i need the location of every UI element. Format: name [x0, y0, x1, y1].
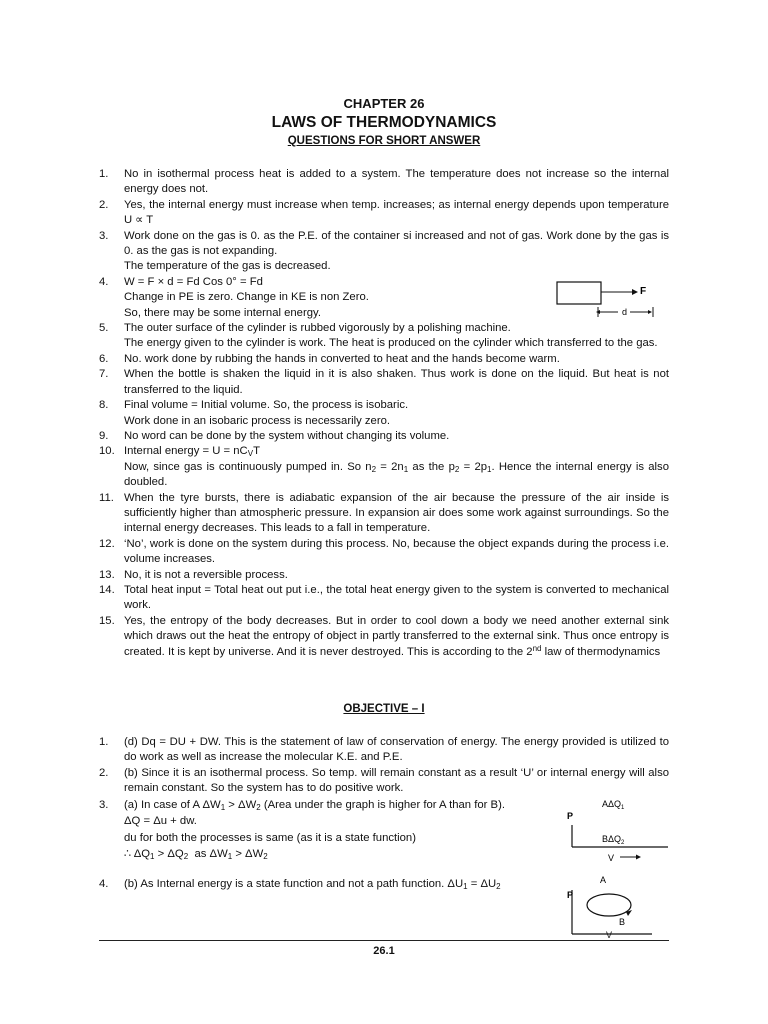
item-text: No, it is not a reversible process.	[124, 568, 288, 581]
pv-graph-q4	[562, 870, 672, 940]
item-number: 1.	[99, 736, 109, 748]
item-number: 12.	[99, 537, 115, 550]
item-text: (b) As Internal energy is a state function and not a path function. $\Delta U_1 = \Delta U_2$	[124, 877, 501, 891]
item-number: 2.	[99, 766, 109, 779]
item-text: Change in PE is zero. Change in KE is non Zero.	[124, 291, 369, 304]
item-number: 14.	[99, 583, 115, 596]
short-answer-list	[99, 167, 669, 660]
cycle-loop	[587, 894, 631, 916]
item-text: Work done on the gas is 0. as the P.E. of the container si increased and not of gas. Work done by the gas is 0. as the gas is not expanding.	[124, 229, 669, 258]
item-number: 8.	[99, 399, 109, 412]
item-number: 9.	[99, 429, 109, 442]
list-item	[99, 583, 669, 614]
item-number: 3.	[99, 229, 109, 242]
chapter-number: CHAPTER 26	[343, 96, 425, 111]
list-item	[99, 444, 669, 490]
item-text: Yes, the internal energy must increase when temp. increases; as internal energy depends upon temperature U ∝ T	[124, 198, 669, 227]
list-item	[99, 398, 669, 429]
item-number: 13.	[99, 568, 115, 581]
list-item	[99, 229, 669, 275]
item-text: Total heat input = Total heat out put i.e., the total heat energy given to the system is converted to mechanical work.	[124, 583, 669, 612]
item-text: Internal energy = $U = nC_VT$	[124, 445, 260, 459]
x-axis-label: V	[608, 853, 615, 863]
footer-rule	[99, 940, 669, 941]
graph-label-b: B	[619, 917, 626, 927]
item-number: 4.	[99, 275, 109, 288]
item-text: So, there may be some internal energy.	[124, 306, 321, 319]
item-text: (a) In case of A $\Delta W_1 > \Delta W_2$ (Area under the graph is higher for A than for B).	[124, 798, 505, 812]
item-number: 11.	[99, 491, 114, 504]
distance-label: d	[622, 307, 628, 317]
graph-label-a: $A\Delta Q_1$	[602, 799, 625, 811]
list-item	[99, 367, 669, 398]
item-text: Now, since gas is continuously pumped in. So $n_2 = 2n_1$ as the $p_2 = 2p_1$. Hence the internal energy is also doubled.	[124, 460, 669, 489]
item-text: The temperature of the gas is decreased.	[124, 260, 331, 273]
item-number: 3.	[99, 798, 109, 811]
item-text: ΔQ = Δu + dw.	[124, 815, 197, 828]
item-text: ∴ $\Delta Q_1 > \Delta Q_2$ as $\Delta W_1 > \Delta W_2$	[124, 848, 268, 862]
item-text: du for both the processes is same (as it is a state function)	[124, 831, 416, 844]
item-text: No word can be done by the system without changing its volume.	[124, 429, 450, 442]
list-item	[99, 735, 669, 766]
distance-arrowhead-right	[648, 310, 652, 314]
y-axis-label: P	[567, 890, 574, 900]
page-number: 26.1	[373, 945, 395, 957]
item-text: When the tyre bursts, there is adiabatic expansion of the air because the pressure of the air inside is sufficiently higher than atmospheric pressure. In expansion air does some work against surroundings. So the internal energy decreases. This leads to a fall in temperature.	[124, 491, 669, 535]
force-arrowhead	[632, 289, 638, 295]
item-number: 4.	[99, 877, 109, 890]
item-text: Yes, the entropy of the body decreases. But in order to cool down a body we need another external sink which draws out the heat the entropy of object in partly transferred to the external sink. Thus once entropy is created. It is kept by universe. And it is never destroyed. This is according to the 2nd law of thermodynamics	[124, 614, 669, 658]
list-item	[99, 568, 669, 583]
item-text: Final volume = Initial volume. So, the process is isobaric.	[124, 399, 409, 412]
item-number: 1.	[99, 168, 109, 180]
item-text: No in isothermal process heat is added to a system. The temperature does not increase so the internal energy does not.	[124, 168, 669, 196]
item-text: (d) Dq = DU + DW. This is the statement of law of conservation of energy. The energy provided is utilized to do work as well as increase the molecular K.E. and P.E.	[124, 736, 669, 764]
list-item	[99, 491, 669, 537]
list-item	[99, 537, 669, 568]
list-item	[99, 198, 669, 229]
y-axis-label: P	[567, 811, 574, 821]
item-text: ‘No’, work is done on the system during this process. No, because the object expands during the process i.e. volume increases.	[124, 537, 669, 566]
item-number: 7.	[99, 368, 109, 381]
pv-graph-q3	[562, 795, 672, 865]
item-number: 2.	[99, 198, 109, 211]
section-heading: QUESTIONS FOR SHORT ANSWER	[287, 135, 481, 147]
item-text: The energy given to the cylinder is work. The heat is produced on the cylinder which transferred to the gas.	[124, 337, 658, 350]
item-text: The outer surface of the cylinder is rubbed vigorously by a polishing machine.	[124, 322, 511, 335]
item-text: W = F × d = Fd Cos 0° = Fd	[124, 275, 263, 288]
item-text: Work done in an isobaric process is necessarily zero.	[124, 414, 391, 427]
force-label: F	[640, 286, 647, 297]
item-number: 15.	[99, 614, 115, 627]
item-text: (b) Since it is an isothermal process. So temp. will remain constant as a result ‘U’ or internal energy will also remain constant. So the system has to do positive work.	[124, 766, 669, 795]
list-item	[99, 429, 669, 444]
list-item	[99, 352, 669, 367]
item-text: When the bottle is shaken the liquid in it is also shaken. Thus work is done on the liquid. But heat is not transferred to the liquid.	[124, 368, 669, 396]
block-shape	[557, 282, 601, 304]
item-number: 5.	[99, 322, 109, 335]
list-item	[99, 614, 669, 660]
list-item	[99, 321, 669, 352]
x-axis-arrowhead	[636, 855, 641, 860]
objective-heading: OBJECTIVE – I	[343, 703, 425, 715]
list-item	[99, 766, 669, 797]
x-axis-label-q4: V	[606, 930, 613, 940]
chapter-title: LAWS OF THERMODYNAMICS	[271, 114, 497, 131]
item-text: No. work done by rubbing the hands in converted to heat and the hands become warm.	[124, 352, 560, 365]
list-item	[99, 167, 669, 198]
graph-label-a: A	[600, 875, 607, 885]
graph-label-b: $B\Delta Q_2$	[602, 834, 625, 846]
item-number: 10.	[99, 445, 115, 458]
item-number: 6.	[99, 352, 109, 365]
force-block-figure	[552, 280, 670, 322]
